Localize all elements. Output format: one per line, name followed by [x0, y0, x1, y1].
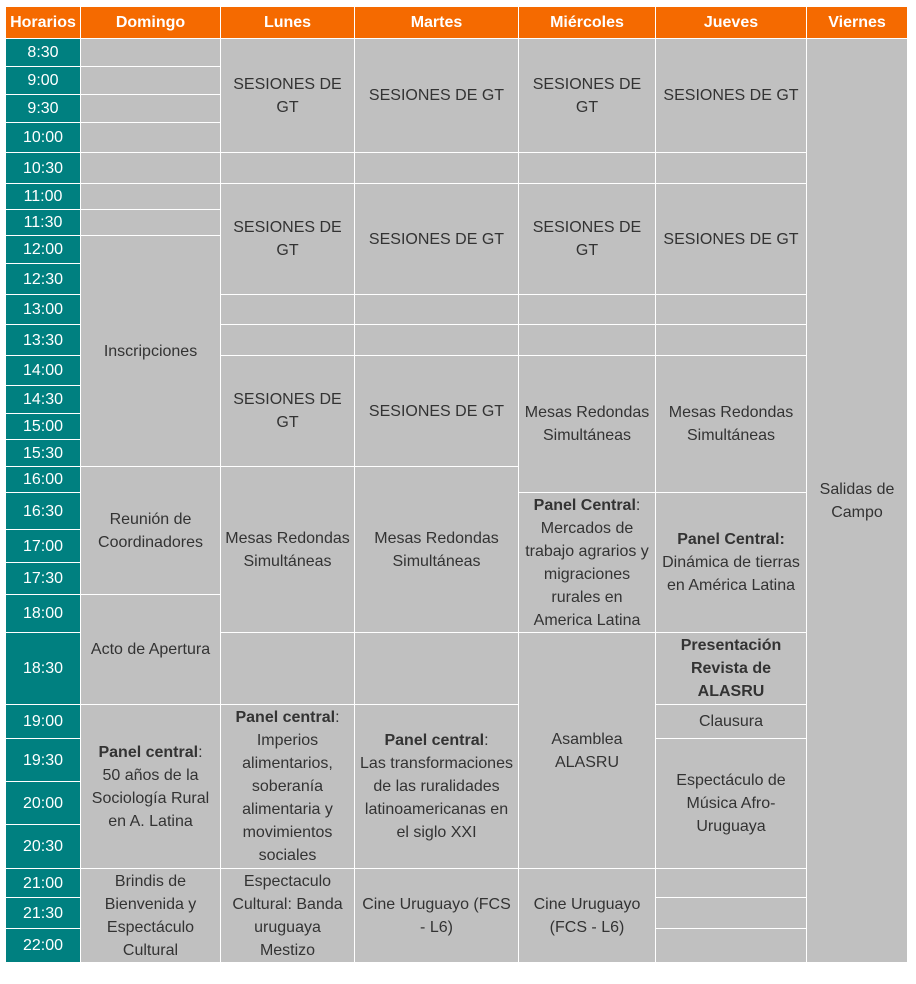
lunes-espectaculo: Espectaculo Cultural: Banda uruguaya Mestizo [221, 869, 354, 962]
empty-cell [81, 123, 220, 152]
time-cell: 19:00 [6, 705, 80, 738]
empty-cell [656, 898, 806, 928]
empty-cell [656, 929, 806, 962]
martes-panel-title: Panel central [384, 732, 485, 749]
empty-cell [221, 633, 354, 704]
empty-cell [656, 869, 806, 897]
miercoles-panel: Panel Central: Mercados de trabajo agrarios y migraciones rurales en America Latina [519, 493, 655, 632]
header-viernes: Viernes [807, 7, 907, 38]
jueves-panel-title: Panel Central: [677, 531, 785, 548]
jueves-panel [656, 493, 806, 632]
row-2100 [6, 869, 907, 897]
jueves-panel-text: Dinámica de tierras en América Latina [662, 554, 800, 594]
time-cell: 13:00 [6, 295, 80, 324]
time-cell: 14:30 [6, 386, 80, 413]
empty-cell [355, 325, 518, 355]
empty-cell [81, 67, 220, 94]
time-cell: 16:00 [6, 467, 80, 492]
miercoles-panel-text: Mercados de trabajo agrarios y migraciones rurales en America Latina [525, 519, 649, 629]
domingo-panel-text: 50 años de la Sociología Rural en A. Latina [91, 766, 210, 830]
time-cell: 13:30 [6, 325, 80, 355]
time-cell: 18:00 [6, 595, 80, 632]
viernes-salidas: Salidas de Campo [807, 39, 907, 962]
martes-cine: Cine Uruguayo (FCS - L6) [355, 869, 518, 962]
lunes-panel: Panel central: Imperios alimentarios, soberanía alimentaria y movimientos sociales [221, 705, 354, 868]
martes-panel-text: Las transformaciones de las ruralidades latinoamericanas en el siglo XXI [360, 755, 513, 841]
time-cell: 15:30 [6, 440, 80, 466]
empty-cell [81, 39, 220, 66]
time-cell: 22:00 [6, 929, 80, 962]
lunes-panel-title: Panel central [235, 709, 336, 726]
jueves-clausura: Clausura [656, 705, 806, 738]
time-cell: 21:30 [6, 898, 80, 928]
martes-gt-3: SESIONES DE GT [355, 356, 518, 466]
header-lunes: Lunes [221, 7, 354, 38]
empty-cell [81, 184, 220, 209]
row-0830 [6, 39, 907, 66]
time-cell: 12:30 [6, 264, 80, 294]
time-cell: 12:00 [6, 236, 80, 263]
header-martes: Martes [355, 7, 518, 38]
jueves-gt-1: SESIONES DE GT [656, 39, 806, 152]
empty-cell [221, 153, 354, 183]
martes-panel: Panel central: Las transformaciones de las ruralidades latinoamericanas en el siglo XXI [355, 705, 518, 868]
time-cell: 20:30 [6, 825, 80, 868]
jueves-espectaculo: Espectáculo de Música Afro-Uruguaya [656, 739, 806, 868]
domingo-reunion: Reunión de Coordinadores [81, 467, 220, 594]
miercoles-gt-2: SESIONES DE GT [519, 184, 655, 294]
empty-cell [81, 210, 220, 235]
empty-cell [519, 295, 655, 324]
domingo-panel-title: Panel central [98, 743, 199, 761]
schedule-table [5, 6, 908, 963]
time-cell: 9:30 [6, 95, 80, 122]
miercoles-gt-1: SESIONES DE GT [519, 39, 655, 152]
time-cell: 15:00 [6, 414, 80, 439]
header-row [6, 7, 907, 38]
header-domingo: Domingo [81, 7, 220, 38]
row-1900 [6, 705, 907, 738]
empty-cell [355, 295, 518, 324]
domingo-inscripciones: Inscripciones [81, 236, 220, 466]
time-cell: 17:30 [6, 563, 80, 594]
time-cell: 18:30 [6, 633, 80, 704]
empty-cell [656, 325, 806, 355]
lunes-gt-3: SESIONES DE GT [221, 356, 354, 466]
empty-cell [656, 295, 806, 324]
time-cell: 9:00 [6, 67, 80, 94]
time-cell: 11:30 [6, 210, 80, 235]
empty-cell [355, 153, 518, 183]
domingo-brindis: Brindis de Bienvenida y Espectáculo Cultural [81, 869, 220, 962]
martes-mesas: Mesas Redondas Simultáneas [355, 467, 518, 632]
row-1030 [6, 153, 907, 183]
empty-cell [81, 153, 220, 183]
empty-cell [519, 325, 655, 355]
time-cell: 11:00 [6, 184, 80, 209]
empty-cell [221, 295, 354, 324]
time-cell: 21:00 [6, 869, 80, 897]
miercoles-mesas: Mesas Redondas Simultáneas [519, 356, 655, 492]
header-jueves: Jueves [656, 7, 806, 38]
lunes-gt-1: SESIONES DE GT [221, 39, 354, 152]
row-1100 [6, 184, 907, 209]
time-cell: 10:00 [6, 123, 80, 152]
empty-cell [656, 153, 806, 183]
time-cell: 19:30 [6, 739, 80, 781]
jueves-mesas: Mesas Redondas Simultáneas [656, 356, 806, 492]
time-cell: 20:00 [6, 782, 80, 824]
lunes-gt-2: SESIONES DE GT [221, 184, 354, 294]
domingo-panel: Panel central: 50 años de la Sociología Rural en A. Latina [81, 705, 220, 868]
header-miercoles: Miércoles [519, 7, 655, 38]
lunes-mesas: Mesas Redondas Simultáneas [221, 467, 354, 632]
martes-gt-2: SESIONES DE GT [355, 184, 518, 294]
lunes-panel-text: Imperios alimentarios, soberanía alimentaria y movimientos sociales [242, 732, 333, 864]
header-horarios: Horarios [6, 7, 80, 38]
time-cell: 8:30 [6, 39, 80, 66]
miercoles-cine: Cine Uruguayo (FCS - L6) [519, 869, 655, 962]
martes-gt-1: SESIONES DE GT [355, 39, 518, 152]
jueves-gt-2: SESIONES DE GT [656, 184, 806, 294]
time-cell: 17:00 [6, 530, 80, 562]
time-cell: 16:30 [6, 493, 80, 529]
time-cell: 10:30 [6, 153, 80, 183]
empty-cell [519, 153, 655, 183]
domingo-acto: Acto de Apertura [81, 595, 220, 704]
miercoles-asamblea: Asamblea ALASRU [519, 633, 655, 868]
time-cell: 14:00 [6, 356, 80, 385]
empty-cell [81, 95, 220, 122]
empty-cell [221, 325, 354, 355]
miercoles-panel-title: Panel Central [533, 496, 636, 514]
empty-cell [355, 633, 518, 704]
jueves-presentacion: Presentación Revista de ALASRU [656, 633, 806, 704]
